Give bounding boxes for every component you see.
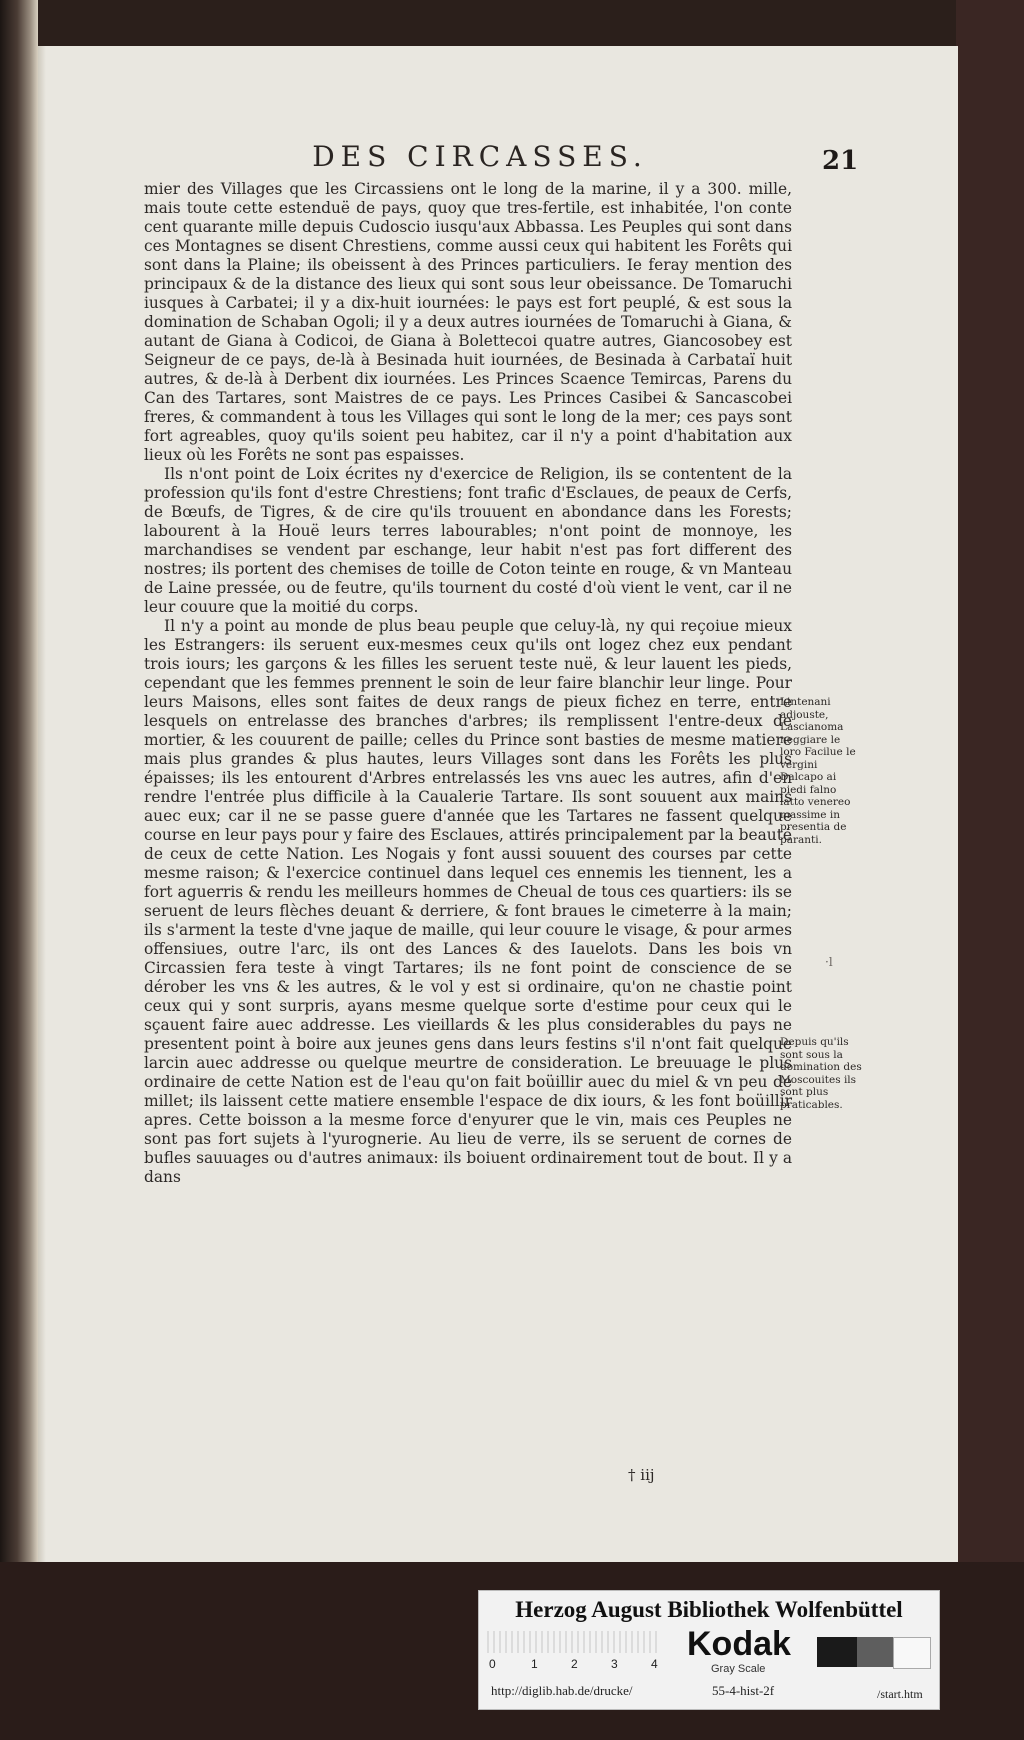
- gray-scale-caption: Gray Scale: [711, 1663, 766, 1675]
- signature-mark: † iij: [628, 1466, 655, 1484]
- scale-number: 4: [651, 1657, 658, 1671]
- marginal-note: Depuis qu'ils sont sous la domination des Moscouites ils sont plus praticables.: [780, 1036, 862, 1111]
- scale-number: 1: [531, 1657, 538, 1671]
- shelfmark: 55-4-hist-2f: [712, 1683, 775, 1698]
- marginal-note: Lintenani adjouste, Lascianoma neggiare le loro Facilue le vergini Dalcapo ai piedi falno latto venereo massime in presentia de paranti.: [780, 696, 856, 846]
- gray-swatch-mid: [857, 1637, 893, 1667]
- book-binding-edge: [0, 0, 38, 1740]
- running-header: DES CIRCASSES.: [312, 140, 648, 173]
- scale-number: 0: [489, 1657, 496, 1671]
- scan-background-top: [38, 0, 1024, 48]
- scale-ruler: [487, 1631, 657, 1653]
- main-text-block: [144, 180, 792, 1187]
- gray-swatch-white: [893, 1637, 931, 1669]
- paragraph: Il n'y a point au monde de plus beau peuple que celuy-là, ny qui reçoiue mieux les Estrangers: ils seruent eux-mesmes ceux qu'ils ont logez chez eux pendant trois iours; les garçons & les filles les seruent teste nuë, & leur lauent les pieds, cependant que les femmes prennent le soin de leur faire blanchir leur linge. Pour leurs Maisons, elles sont faites de deux rangs de pieux fichez en terre, entre lesquels on entrelasse des branches d'arbres; ils remplissent l'entre-deux de mortier, & les couurent de paille; celles du Prince sont basties de mesme matiere mais plus grandes & plus hautes, leurs Villages sont dans les Forêts les plus épaisses; ils les entourent d'Arbres entrelassés les vns auec les autres, afin d'en rendre l'entrée plus difficile à la Caualerie Tartare. Ils sont souuent aux mains auec eux; car il ne se passe guere d'année que les Tartares ne fassent quelque course en leur pays pour y faire des Esclaues, attirés principalement par la beauté de ceux de cette Nation. Les Nogais y font aussi souuent des courses par cette mesme raison; & l'exercice continuel dans lequel ces ennemis les tiennent, les a fort aguerris & rendu les meilleurs hommes de Cheual de tous ces quartiers: ils se seruent de leurs flèches deuant & derriere, & font braues le cimeterre à la main; ils s'arment la teste d'vne jaque de maille, qui leur couure le visage, & pour armes offensiues, outre l'arc, ils ont des Lances & des Iauelots. Dans les bois vn Circassien fera teste à vingt Tartares; ils ne font point de conscience de se dérober les vns & les autres, & le vol y est si ordinaire, qu'on ne chastie point ceux qui y sont surpris, ayans mesme quelque sorte d'estime pour ceux qui le sçauent faire auec addresse. Les vieillards & les plus considerables du pays ne presentent point à boire aux jeunes gens dans leurs festins s'il n'ont fait quelque larcin auec addresse ou quelque meurtre de consideration. Le breuuage le plus ordinaire de cette Nation est de l'eau qu'on fait boüillir auec du miel & vn peu de millet; ils laissent cette matiere ensemble l'espace de dix iours, & les font boüillir apres. Cette boisson a la mesme force d'enyurer que le vin, mais ces Peuples ne sont pas fort sujets à l'yurognerie. Au lieu de verre, ils se seruent de cornes de bufles sauuages ou d'autres animaux: ils boiuent ordinairement tout de bout. Il y a dans: [144, 617, 792, 1186]
- page-gutter-shadow: [38, 46, 46, 1562]
- paragraph: Ils n'ont point de Loix écrites ny d'exercice de Religion, ils se contentent de la profession qu'ils font d'estre Chrestiens; font trafic d'Esclaues, de peaux de Cerfs, de Bœufs, de Tigres, & de cire qu'ils trouuent en abondance dans les Forests; labourent à la Houë leurs terres labourables; n'ont point de monnoye, les marchandises se vendent par eschange, leur habit n'est pas fort different des nostres; ils portent des chemises de toille de Coton teinte en rouge, & vn Manteau de Laine pressée, ou de feutre, qu'ils tournent du costé d'où vient le vent, car il ne leur couure que la moitié du corps.: [144, 465, 792, 616]
- stray-ink-mark: ·l: [825, 955, 833, 969]
- scale-number: 3: [611, 1657, 618, 1671]
- paragraph: mier des Villages que les Circassiens ont le long de la marine, il y a 300. mille, mais toute cette estenduë de pays, quoy que tres-fertile, est inhabitée, l'on conte cent quarante mille depuis Cudoscio iusqu'aux Abbassa. Les Peuples qui sont dans ces Montagnes se disent Chrestiens, comme aussi ceux qui habitent les Forêts qui sont dans la Plaine; ils obeissent à des Princes particuliers. Ie feray mention des principaux & de la distance des lieux qui sont sous leur obeissance. De Tomaruchi iusques à Carbatei; il y a dix-huit iournées: le pays est fort peuplé, & est sous la domination de Schaban Ogoli; il y a deux autres iournées de Tomaruchi à Giana, & autant de Giana à Codicoi, de Giana à Bolettecoi quatre autres, Giancosobey est Seigneur de ce pays, de-là à Besinada huit iournées, de Besinada à Carbataï huit autres, & de-là à Derbent dix iournées. Les Princes Scaence Temircas, Parens du Can des Tartares, sont Maistres de ce pays. Les Princes Casibei & Sancascobei freres, & commandent à tous les Villages qui sont le long de la mer; ces pays sont fort agreables, quoy qu'ils soient peu habitez, car il n'y a point d'habitation aux lieux où les Forêts ne sont pas espaisses.: [144, 180, 792, 464]
- library-url: http://diglib.hab.de/drucke/: [491, 1683, 633, 1698]
- gray-swatch-black: [817, 1637, 857, 1667]
- library-name: Herzog August Bibliothek Wolfenbüttel: [515, 1597, 903, 1622]
- kodak-brand: Kodak: [687, 1625, 791, 1663]
- start-url: /start.htm: [877, 1687, 923, 1701]
- scan-background-right: [956, 0, 1024, 1562]
- library-scan-label: [478, 1590, 940, 1710]
- scale-number: 2: [571, 1657, 578, 1671]
- page-number: 21: [822, 146, 859, 176]
